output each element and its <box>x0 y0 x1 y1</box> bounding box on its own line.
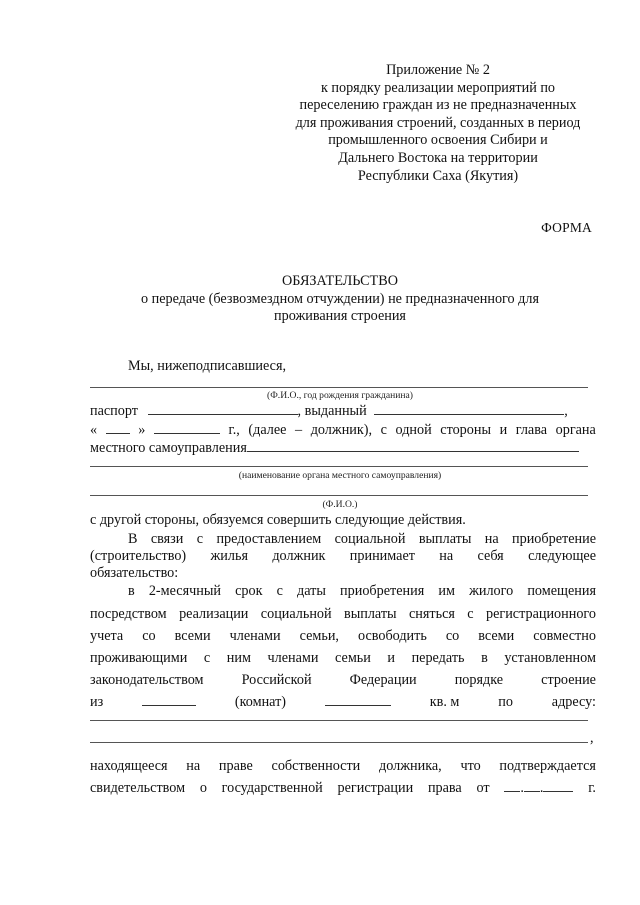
registration-date: . . <box>504 780 573 797</box>
para1-line: обязательство: <box>90 565 179 581</box>
para2-line: законодательством Российской Федерации порядке строение <box>90 672 596 688</box>
reg-month-field[interactable] <box>524 780 540 792</box>
appendix-line: к порядку реализации мероприятий по <box>320 79 556 96</box>
issued-by-field[interactable] <box>374 403 564 415</box>
reg-day-field[interactable] <box>504 780 520 792</box>
other-side-text: с другой стороны, обязуемся совершить следующие действия. <box>90 512 466 528</box>
fio-fill-line[interactable] <box>90 495 588 496</box>
title-sub: проживания строения <box>274 308 406 324</box>
appendix-header <box>270 62 606 185</box>
address-fill-line[interactable] <box>90 742 588 743</box>
appendix-line: переселению граждан из не предназначенных <box>299 97 577 114</box>
caption-fio: (Ф.И.О.) <box>322 499 358 510</box>
title-sub: о передаче (безвозмездном отчуждении) не предназначенного для <box>141 290 539 307</box>
caption-fio-year: (Ф.И.О., год рождения гражданина) <box>267 390 413 401</box>
area-field[interactable] <box>325 694 391 706</box>
para1-line: В связи с предоставлением социальной выплаты на приобретение <box>128 531 596 547</box>
local-gov-head-field[interactable] <box>247 440 579 452</box>
appendix-line: Республики Саха (Якутия) <box>357 167 519 184</box>
registration-line: свидетельством о государственной регистрации права от . . г. <box>90 780 596 796</box>
date-line: « » г., (далее – должник), с одной стороны и глава органа <box>90 422 596 438</box>
address-fill-line[interactable] <box>90 720 588 721</box>
passport-label: паспорт <box>90 403 138 419</box>
appendix-line: Дальнего Востока на территории <box>338 149 538 166</box>
para2-line: находящееся на праве собственности должника, что подтверждается <box>90 758 596 774</box>
local-gov-label: местного самоуправления <box>90 440 247 456</box>
title-main: ОБЯЗАТЕЛЬСТВО <box>282 273 398 289</box>
appendix-line: для проживания строений, созданных в период <box>295 114 581 131</box>
document-title <box>90 273 590 326</box>
organ-fill-line[interactable] <box>90 466 588 467</box>
rooms-area-line: из (комнат) кв. м по адресу: <box>90 694 596 710</box>
day-field[interactable] <box>106 422 130 434</box>
issued-label: , выданный <box>297 403 367 419</box>
fio-year-fill-line[interactable] <box>90 387 588 388</box>
appendix-number: Приложение № 2 <box>386 62 490 78</box>
form-label: ФОРМА <box>541 220 592 235</box>
caption-organ: (наименование органа местного самоуправления) <box>238 470 442 481</box>
local-gov-line <box>90 440 579 457</box>
month-year-field[interactable] <box>154 422 220 434</box>
appendix-line: промышленного освоения Сибири и <box>328 132 548 149</box>
para2-line: в 2-месячный срок с даты приобретения им жилого помещения <box>128 583 596 599</box>
reg-year-field[interactable] <box>543 780 573 792</box>
para2-line: посредством реализации социальной выплаты сняться с регистрационного <box>90 606 596 622</box>
passport-line: паспорт , выданный , <box>90 403 568 419</box>
rooms-count-field[interactable] <box>142 694 196 706</box>
address-comma: , <box>590 730 594 746</box>
para2-line: проживающими с ним членами семьи и передать в установленном <box>90 650 596 666</box>
intro-text: Мы, нижеподписавшиеся, <box>128 358 287 374</box>
passport-number-field[interactable] <box>148 403 298 415</box>
para1-line: (строительство) жилья должник принимает на себя следующее <box>90 548 596 564</box>
para2-line: учета со всеми членами семьи, освободить со всеми совместно <box>90 628 596 644</box>
